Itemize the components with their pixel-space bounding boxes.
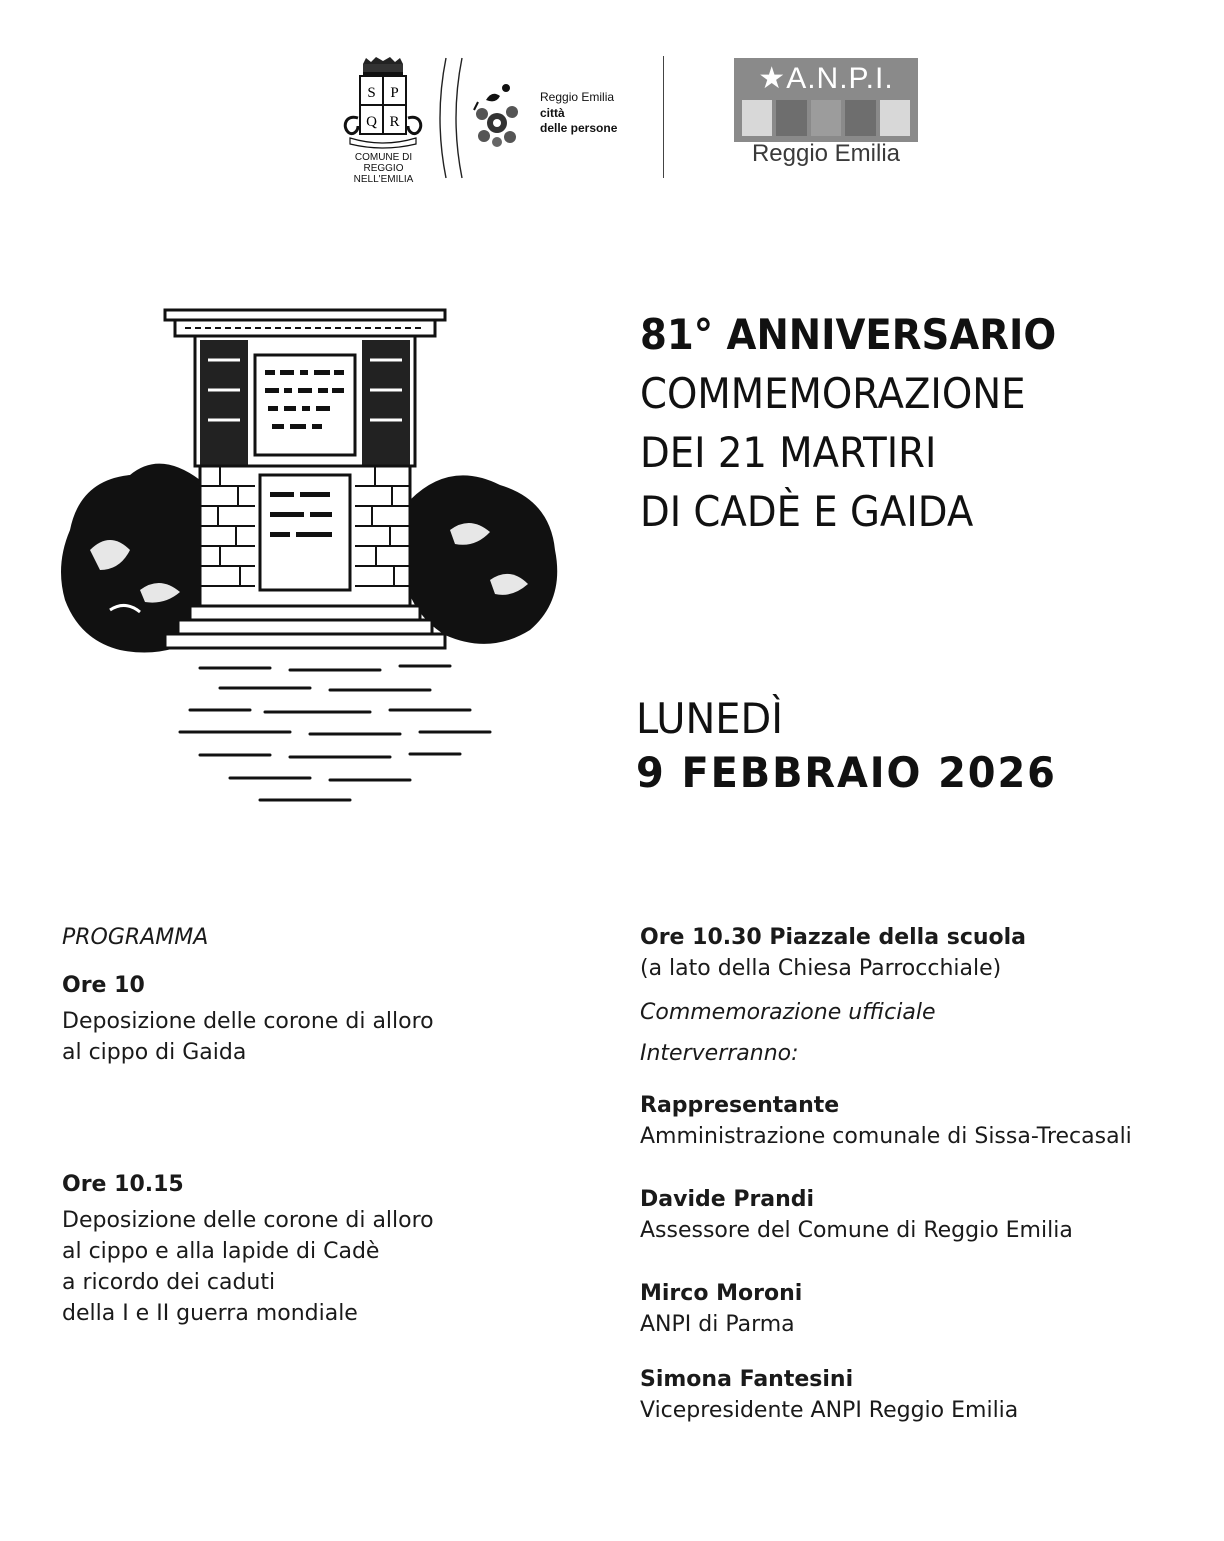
svg-text:P: P — [390, 85, 399, 101]
speaker-name-3: Mirco Moroni — [640, 1281, 803, 1306]
event2-desc-line3: a ricordo dei caduti — [62, 1270, 276, 1295]
svg-text:Q: Q — [366, 114, 377, 130]
speaker-role-2: Assessore del Comune di Reggio Emilia — [640, 1218, 1073, 1243]
citta-logo-line1: Reggio Emilia — [540, 90, 615, 104]
svg-text:R: R — [389, 114, 400, 130]
speakers-intro: Interverranno: — [640, 1041, 799, 1066]
event1-desc-line2: al cippo di Gaida — [62, 1040, 247, 1065]
anpi-flag-stripes — [742, 100, 910, 136]
anpi-subtitle: Reggio Emilia — [751, 140, 901, 167]
citta-logo-line3: delle persone — [540, 121, 618, 135]
program-heading: PROGRAMMA — [62, 925, 209, 950]
event-headline — [640, 305, 1092, 541]
svg-text:S: S — [367, 85, 376, 101]
event2-time: Ore 10.15 — [62, 1172, 184, 1197]
speaker-role-1: Amministrazione comunale di Sissa-Trecasali — [640, 1124, 1132, 1149]
speaker-name-4: Simona Fantesini — [640, 1367, 854, 1392]
ceremony-place-note: (a lato della Chiesa Parrocchiale) — [640, 956, 1002, 981]
comune-caption-line1: COMUNE DI — [354, 152, 413, 163]
speaker-role-3: ANPI di Parma — [640, 1312, 795, 1337]
logo-separator-arc — [432, 56, 468, 184]
monument-illustration — [50, 300, 570, 820]
speaker-role-4: Vicepresidente ANPI Reggio Emilia — [640, 1398, 1019, 1423]
anpi-logo-text: ★A.N.P.I. — [758, 62, 894, 95]
separator-arc-icon — [432, 56, 468, 180]
headline-places: DI CADÈ E GAIDA — [640, 487, 974, 536]
header-divider — [663, 56, 664, 178]
event-full-date: 9 FEBBRAIO 2026 — [636, 748, 1057, 797]
event2-desc-line2: al cippo e alla lapide di Cadè — [62, 1239, 380, 1264]
ceremony-time-place: Ore 10.30 Piazzale della scuola — [640, 925, 1027, 950]
official-commemoration: Commemorazione ufficiale — [640, 1000, 936, 1025]
comune-crest-logo — [336, 56, 431, 185]
event2-desc-line4: della I e II guerra mondiale — [62, 1301, 358, 1326]
event1-desc-line1: Deposizione delle corone di alloro — [62, 1009, 434, 1034]
citta-logo-line2: città — [540, 106, 565, 120]
event-date — [636, 692, 1079, 800]
flower-emblem-icon — [470, 82, 536, 152]
monument-drawing-icon — [50, 300, 570, 820]
headline-commemoration: COMMEMORAZIONE — [640, 369, 1026, 418]
event-weekday: LUNEDÌ — [636, 694, 783, 743]
comune-crest-icon — [336, 56, 431, 152]
headline-martyrs: DEI 21 MARTIRI — [640, 428, 937, 477]
speaker-name-1: Rappresentante — [640, 1093, 840, 1118]
headline-anniversary: 81° ANNIVERSARIO — [640, 310, 1057, 359]
event1-time: Ore 10 — [62, 973, 145, 998]
speaker-name-2: Davide Prandi — [640, 1187, 815, 1212]
citta-delle-persone-logo — [470, 82, 660, 152]
comune-caption-line2: REGGIO NELL'EMILIA — [353, 163, 414, 185]
event2-desc-line1: Deposizione delle corone di alloro — [62, 1208, 434, 1233]
anpi-logo — [734, 58, 918, 142]
